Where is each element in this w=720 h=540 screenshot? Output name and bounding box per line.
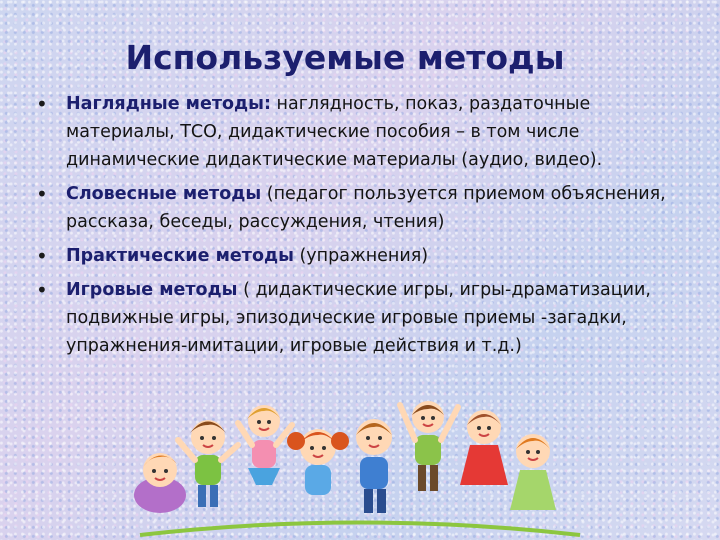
methods-list — [36, 90, 696, 366]
method-description: (педагог пользуется приемом объяснения, рассказа, беседы, рассуждения, чтения) — [66, 184, 666, 232]
method-term: Наглядные методы: — [66, 94, 271, 114]
bullet-icon: • — [36, 182, 48, 206]
bullet-icon: • — [36, 278, 48, 302]
method-description: (упражнения) — [293, 246, 429, 266]
method-description: ( дидактические игры, игры-драматизации, подвижные игры, эпизодические игровые приемы -загадки, упражнения-имитации, игровые действия и т.д.) — [66, 280, 651, 356]
method-term: Словесные методы — [66, 184, 262, 204]
list-item — [36, 242, 696, 270]
list-item — [36, 90, 696, 174]
method-description: наглядность, показ, раздаточные материалы, ТСО, дидактические пособия – в том числе динамические дидактические материалы (аудио, видео). — [66, 94, 603, 170]
method-term: Игровые методы — [66, 280, 238, 300]
bullet-icon: • — [36, 244, 48, 268]
slide-title: Используемые методы — [125, 38, 565, 77]
jumping-children-icon — [120, 385, 600, 540]
list-item — [36, 276, 696, 360]
method-term: Практические методы — [66, 246, 294, 266]
list-item — [36, 180, 696, 236]
bullet-icon: • — [36, 92, 48, 116]
